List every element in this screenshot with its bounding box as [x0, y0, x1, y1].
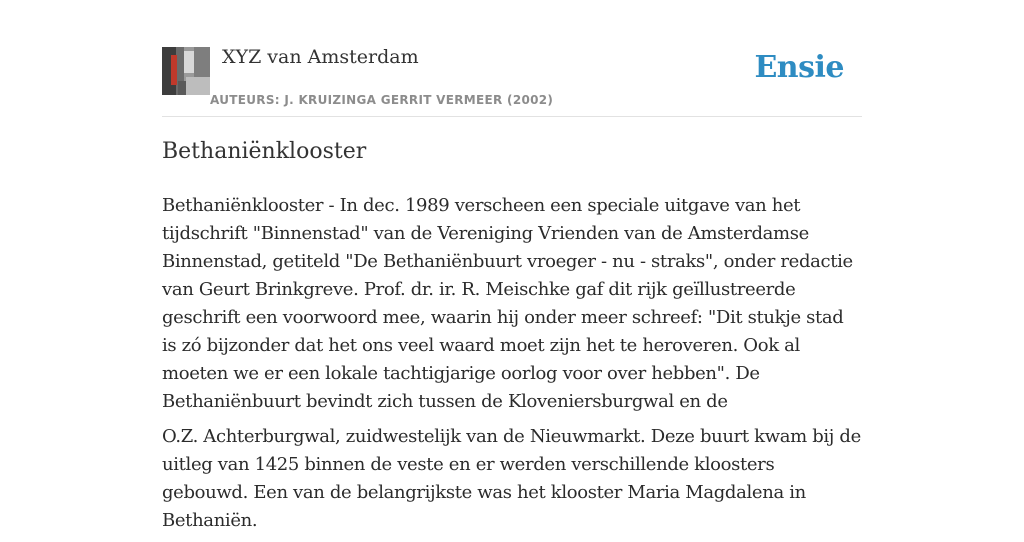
entry-paragraph: Bethaniënklooster - In dec. 1989 verscheen een speciale uitgave van het tijdschrift "Binnenstad" van de Vereniging Vrienden van de Amsterdamse Binnenstad, getiteld "De Bethaniënbuurt vroeger - nu - straks", onder redactie van Geurt Brinkgreve. Prof. dr. ir. R. Meischke gaf dit rijk geïllustreerde geschrift een voorwoord mee, waarin hij onder meer schreef: "Dit stukje stad is zó bijzonder dat het ons veel waard moet zijn het te heroveren. Ook al moeten we er een lokale tachtigjarige oorlog voor over hebben". De Bethaniënbuurt bevindt zich tussen de Kloveniersburgwal en de [162, 195, 853, 412]
entry-body [162, 192, 862, 542]
book-cover-avatar[interactable] [162, 47, 210, 95]
ensie-logo[interactable]: Ensie [754, 50, 844, 85]
street-photo-icon [162, 47, 210, 95]
book-title[interactable]: XYZ van Amsterdam [222, 46, 419, 68]
entry-paragraph: O.Z. Achterburgwal, zuidwestelijk van de Nieuwmarkt. Deze buurt kwam bij de uitleg van 1425 binnen de veste en er werden verschillende kloosters gebouwd. Een van de belangrijkste was het klooster Maria Magdalena in Bethaniën. [162, 426, 861, 531]
authors-line: AUTEURS: J. KRUIZINGA GERRIT VERMEER (2002) [210, 93, 554, 107]
page-header [162, 0, 862, 117]
entry-title: Bethaniënklooster [162, 139, 367, 164]
